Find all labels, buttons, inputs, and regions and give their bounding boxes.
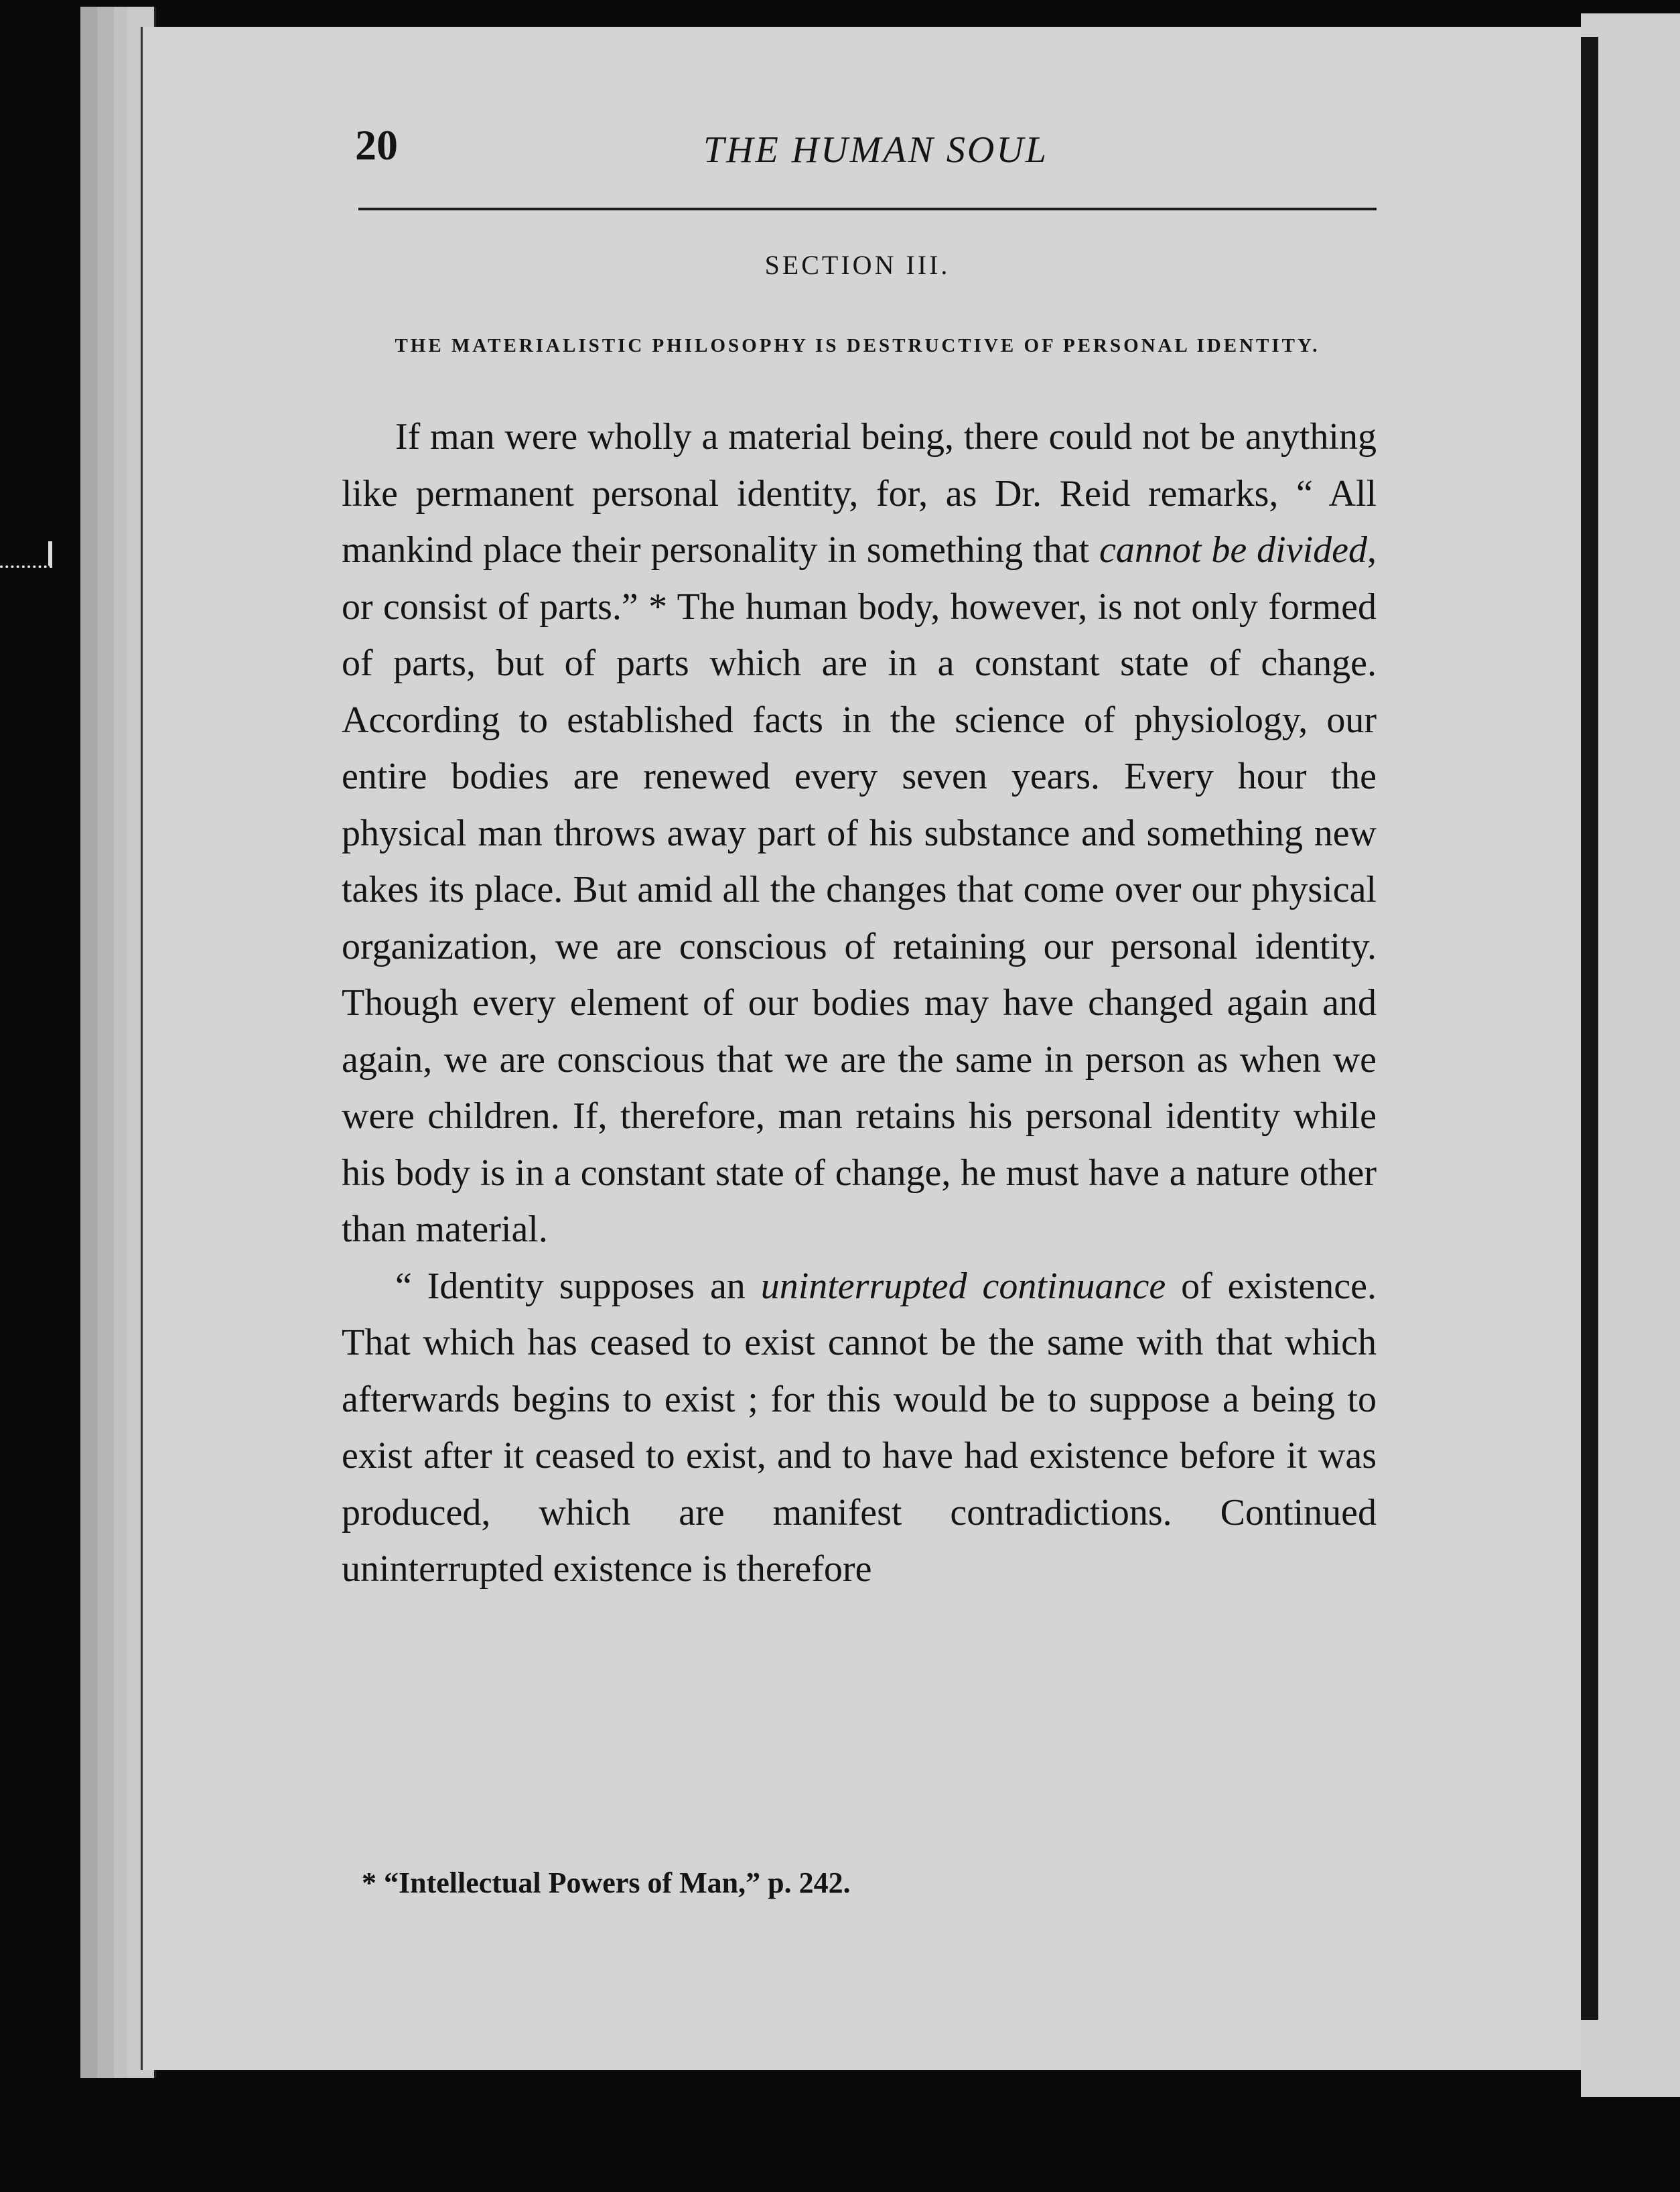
- body-text: [342, 409, 1377, 1598]
- page-number: 20: [355, 121, 398, 169]
- section-number: SECTION III.: [764, 250, 951, 280]
- paragraph: [342, 1258, 1377, 1598]
- paragraph-text: “ Identity supposes an: [395, 1265, 761, 1307]
- binding-shadow: [1581, 37, 1598, 2020]
- paragraph-text: of existence. That which has ceased to exist cannot be the same with that which afterwards begins to exist ; for this would be to suppose a being to exist after it ceased to exist, and to have had existence before it was produced, which are manifest contradictions. Continued uninterrupted existence is therefore: [342, 1265, 1377, 1590]
- paragraph: [342, 409, 1377, 1258]
- header-rule: [358, 208, 1377, 210]
- paragraph-text: If man were wholly a material being, there could not be anything like permanent personal identity, for, as Dr. Reid remarks, “ All mankind place their personality in something that: [342, 416, 1377, 571]
- paragraph-text: , or consist of parts.” * The human body, however, is not only formed of parts, but of parts which are in a constant state of change. According to established facts in the science of physiology, our entire bodies are renewed every seven years. Every hour the physical man throws away part of his substance and something new takes its place. But amid all the changes that come over our physical organization, we are conscious of retaining our personal identity. Though every element of our bodies may have changed again and again, we are conscious that we are the same in person as when we were children. If, therefore, man retains his personal identity while his body is in a constant state of change, he must have a nature other than material.: [342, 529, 1377, 1250]
- page-header: [355, 121, 1380, 194]
- margin-mark: [0, 541, 52, 568]
- footnote: * “Intellectual Powers of Man,” p. 242.: [362, 1866, 851, 1899]
- running-head: THE HUMAN SOUL: [703, 129, 1048, 171]
- italic-emphasis: cannot be divided: [1099, 529, 1367, 571]
- italic-emphasis: uninterrupted continuance: [760, 1265, 1166, 1307]
- section-title: THE MATERIALISTIC PHILOSOPHY IS DESTRUCTIVE OF PERSONAL IDENTITY.: [395, 335, 1320, 356]
